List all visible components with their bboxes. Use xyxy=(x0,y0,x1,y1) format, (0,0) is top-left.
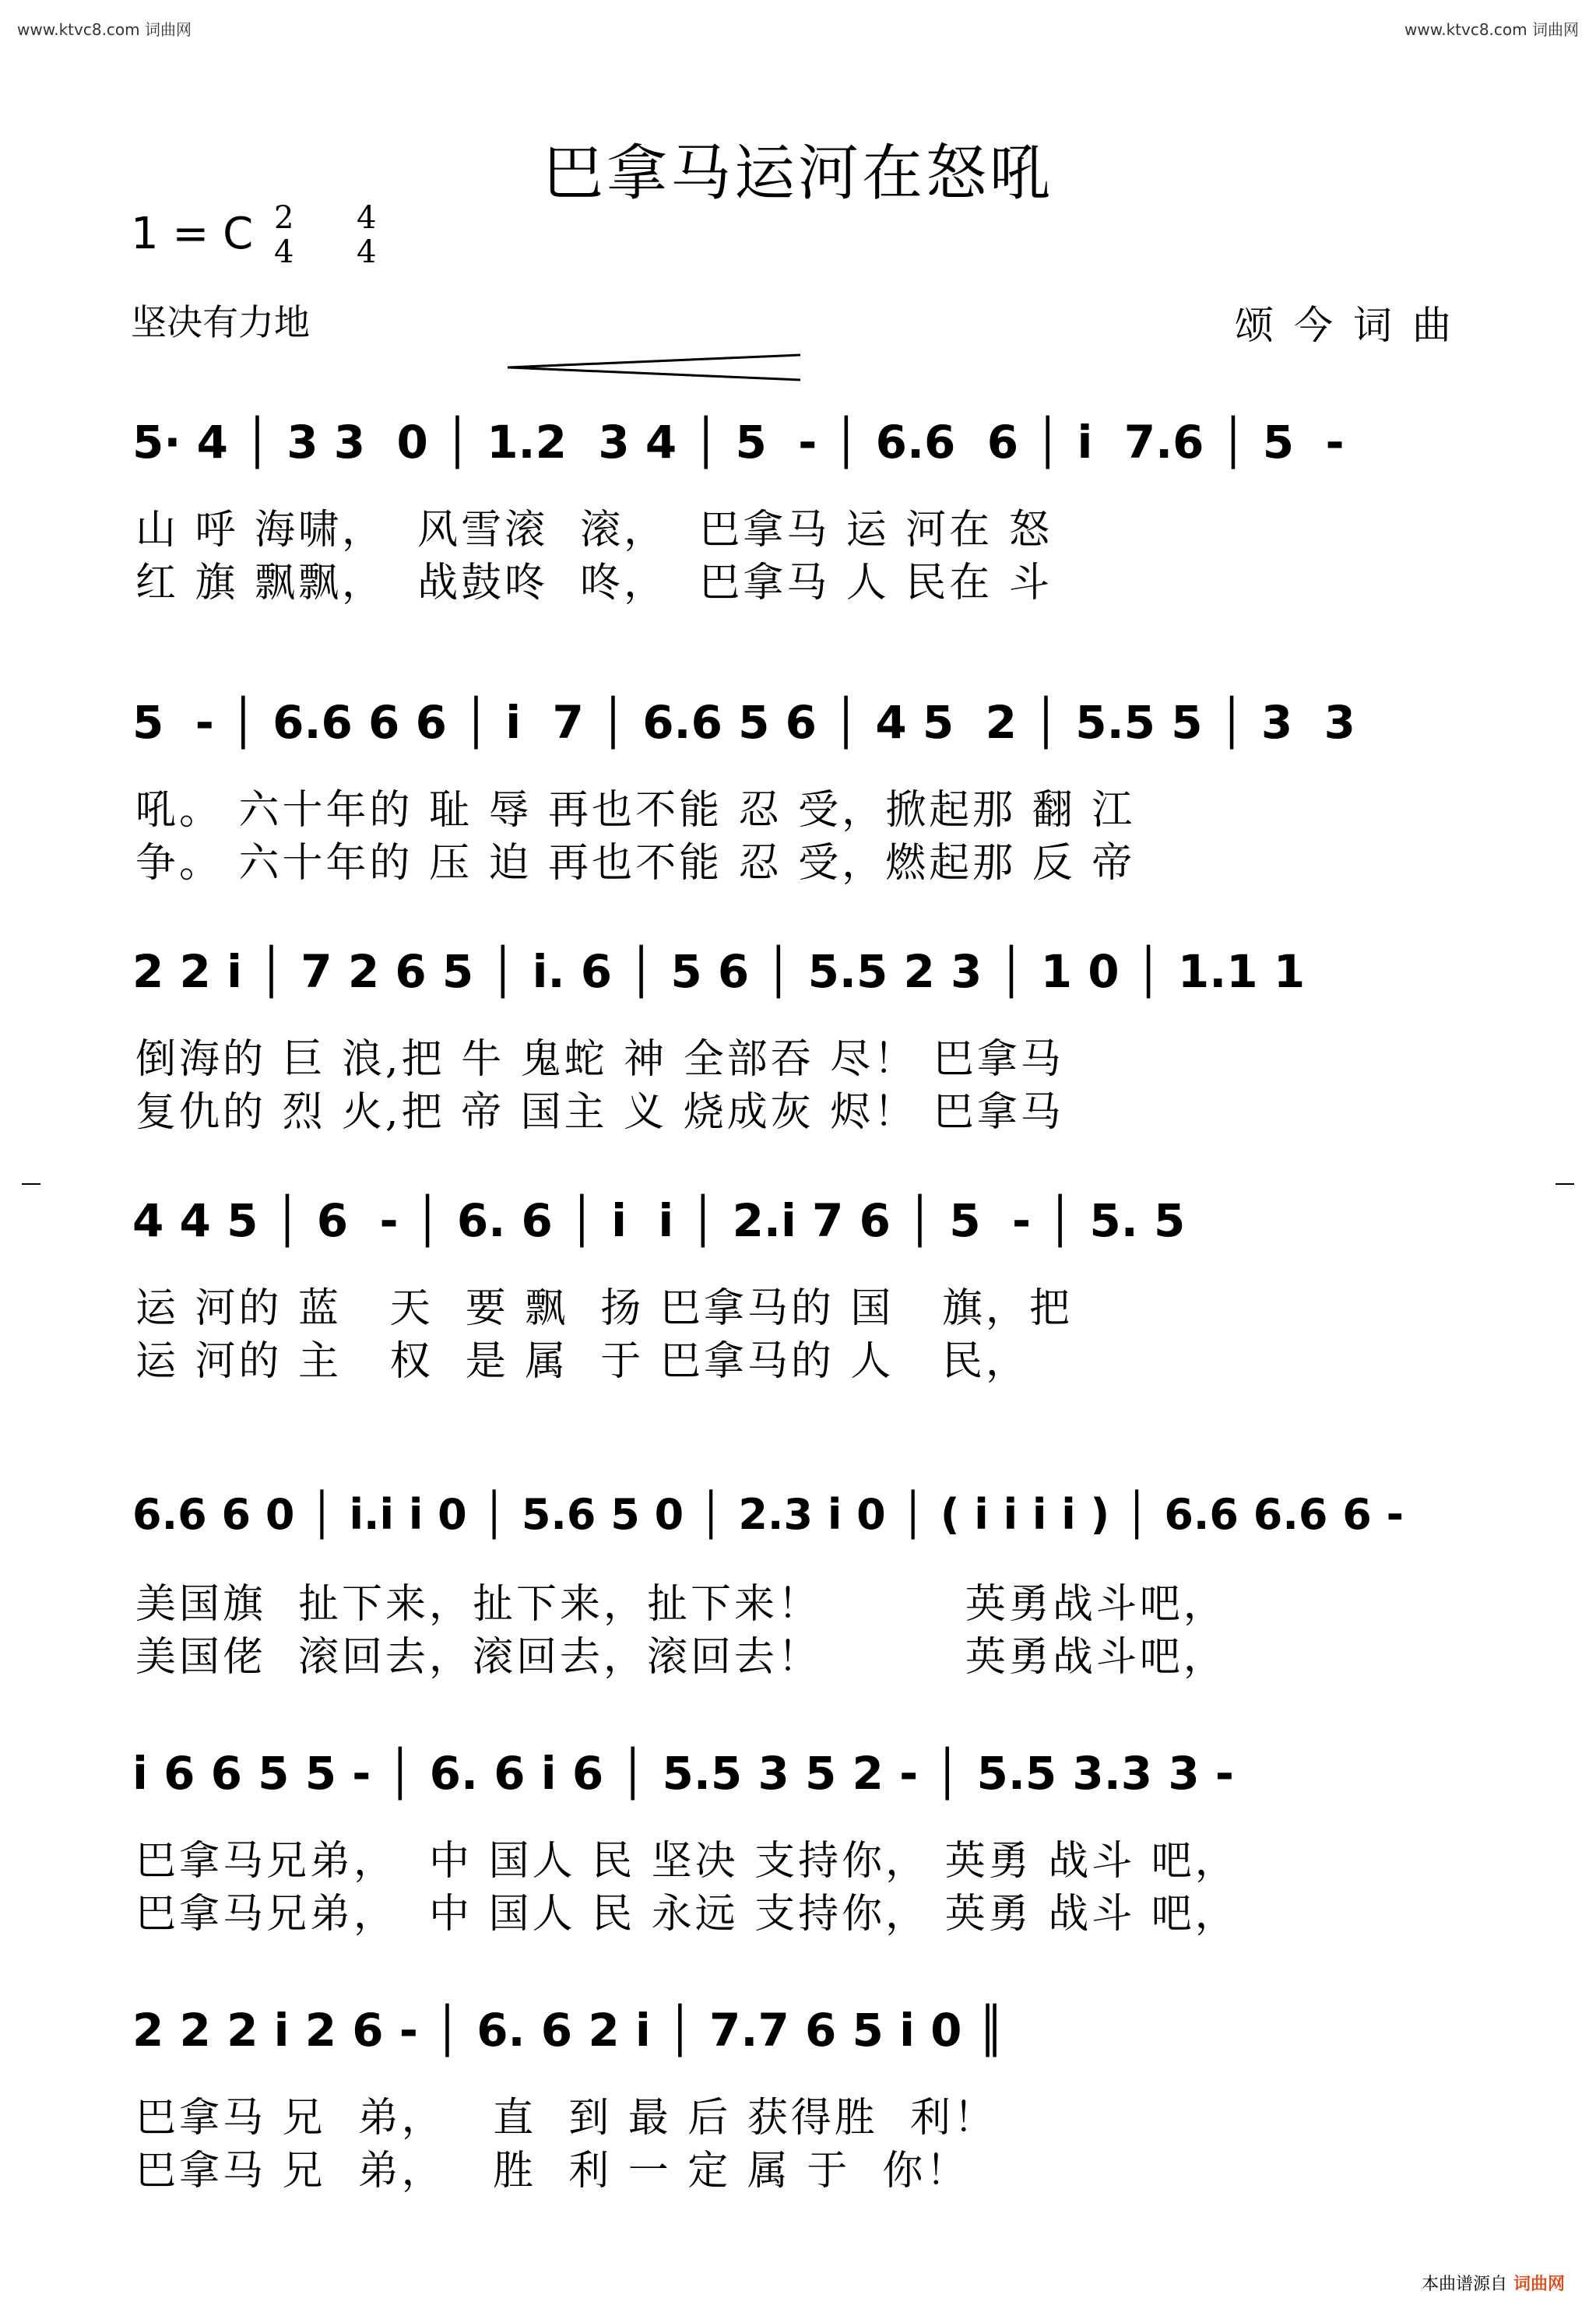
lyric-verse-1: 运 河的 蓝 天 要 飘 扬 巴拿马的 国 旗，把 xyxy=(135,1285,1073,1332)
music-system-1 xyxy=(132,389,1471,606)
notation-text: 6.6 6 0 │ i.i i 0 │ 5.6 5 0 │ 2.3 i 0 │ ( i i i i ) │ 6.6 6.6 6 - xyxy=(132,1490,1404,1539)
time-signature-2-4 xyxy=(274,201,294,269)
music-system-4 xyxy=(132,1168,1471,1385)
lyric-verse-2: 美国佬 滚回去，滚回去，滚回去！ 英勇战斗吧， xyxy=(135,1634,1227,1681)
notation-text: i 6 6 5 5 - │ 6. 6 i 6 │ 5.5 3 5 2 - │ 5.5 3.3 3 - xyxy=(132,1747,1234,1800)
notation-line xyxy=(132,1168,1471,1269)
lyric-verse-2: 红 旗 飘飘， 战鼓咚 咚， 巴拿马 人 民在 斗 xyxy=(135,560,1053,606)
lyric-verse-2: 巴拿马兄弟， 中 国人 民 永远 支持你， 英勇 战斗 吧， xyxy=(135,1891,1239,1938)
lyric-verse-2: 巴拿马 兄 弟， 胜 利 一 定 属 于 你！ xyxy=(135,2148,970,2194)
time-signature-bottom: 4 xyxy=(357,234,377,270)
time-signature-4-4 xyxy=(357,201,376,269)
music-system-7 xyxy=(132,1977,1471,2194)
margin-tick-right xyxy=(1556,1183,1574,1185)
credit-line: 颂今词曲 xyxy=(1235,303,1471,348)
site-watermark-left: www.ktvc8.com 词曲网 xyxy=(17,20,192,39)
footer-brand-link[interactable]: 词曲网 xyxy=(1513,2275,1565,2294)
lyric-verse-1: 巴拿马 兄 弟， 直 到 最 后 获得胜 利！ xyxy=(135,2095,997,2142)
lyric-verse-1: 倒海的 巨 浪,把 牛 鬼蛇 神 全部吞 尽！ 巴拿马 xyxy=(135,1036,1064,1083)
tempo-marking: 坚决有力地 xyxy=(131,301,310,343)
lyric-verse-1: 吼。 六十年的 耻 辱 再也不能 忍 受，掀起那 翻 江 xyxy=(135,787,1136,834)
notation-line xyxy=(132,669,1471,771)
time-signature-top: 4 xyxy=(357,200,377,236)
footer-source-text: 本曲谱源自 xyxy=(1421,2275,1507,2294)
song-title: 巴拿马运河在怒吼 xyxy=(542,139,1053,209)
notation-line xyxy=(132,919,1471,1020)
lyric-verse-2: 复仇的 烈 火,把 帝 国主 义 烧成灰 烬！ 巴拿马 xyxy=(135,1089,1064,1136)
time-signature-top: 2 xyxy=(274,200,294,236)
music-system-2 xyxy=(132,669,1471,887)
notation-line xyxy=(132,1463,1471,1565)
notation-line xyxy=(132,1720,1471,1822)
key-signature: 1 = C xyxy=(131,209,254,259)
lyric-verse-2: 争。 六十年的 压 迫 再也不能 忍 受，燃起那 反 帝 xyxy=(135,840,1136,887)
notation-line xyxy=(132,389,1471,490)
lyric-verse-1: 巴拿马兄弟， 中 国人 民 坚决 支持你， 英勇 战斗 吧， xyxy=(135,1838,1239,1885)
notation-text: 5· 4 │ 3 3 0 │ 1.2 3 4 │ 5 - │ 6.6 6 │ i 7.6 │ 5 - xyxy=(132,416,1345,469)
notation-text: 2 2 i │ 7 2 6 5 │ i. 6 │ 5 6 │ 5.5 2 3 │ 1 0 │ 1.1 1 xyxy=(132,945,1306,998)
music-system-3 xyxy=(132,919,1471,1136)
margin-tick-left xyxy=(22,1183,40,1185)
crescendo-hairpin-icon xyxy=(506,352,802,383)
music-system-6 xyxy=(132,1720,1471,1938)
music-system-5 xyxy=(132,1463,1471,1681)
notation-text: 4 4 5 │ 6 - │ 6. 6 │ i i │ 2.i 7 6 │ 5 - │ 5. 5 xyxy=(132,1194,1186,1247)
notation-line xyxy=(132,1977,1471,2078)
site-watermark-right: www.ktvc8.com 词曲网 xyxy=(1404,20,1579,39)
notation-text: 5 - │ 6.6 6 6 │ i 7 │ 6.6 5 6 │ 4 5 2 │ 5.5 5 │ 3 3 xyxy=(132,696,1355,749)
time-signature-bottom: 4 xyxy=(274,234,294,270)
lyric-verse-1: 美国旗 扯下来，扯下来，扯下来！ 英勇战斗吧， xyxy=(135,1581,1227,1628)
lyric-verse-1: 山 呼 海啸， 风雪滚 滚， 巴拿马 运 河在 怒 xyxy=(135,507,1053,553)
lyric-verse-2: 运 河的 主 权 是 属 于 巴拿马的 人 民， xyxy=(135,1338,1029,1385)
footer-source xyxy=(1422,2271,1565,2295)
notation-text: 2 2 2 i 2 6 - │ 6. 6 2 i │ 7.7 6 5 i 0 ║ xyxy=(132,2004,1005,2057)
